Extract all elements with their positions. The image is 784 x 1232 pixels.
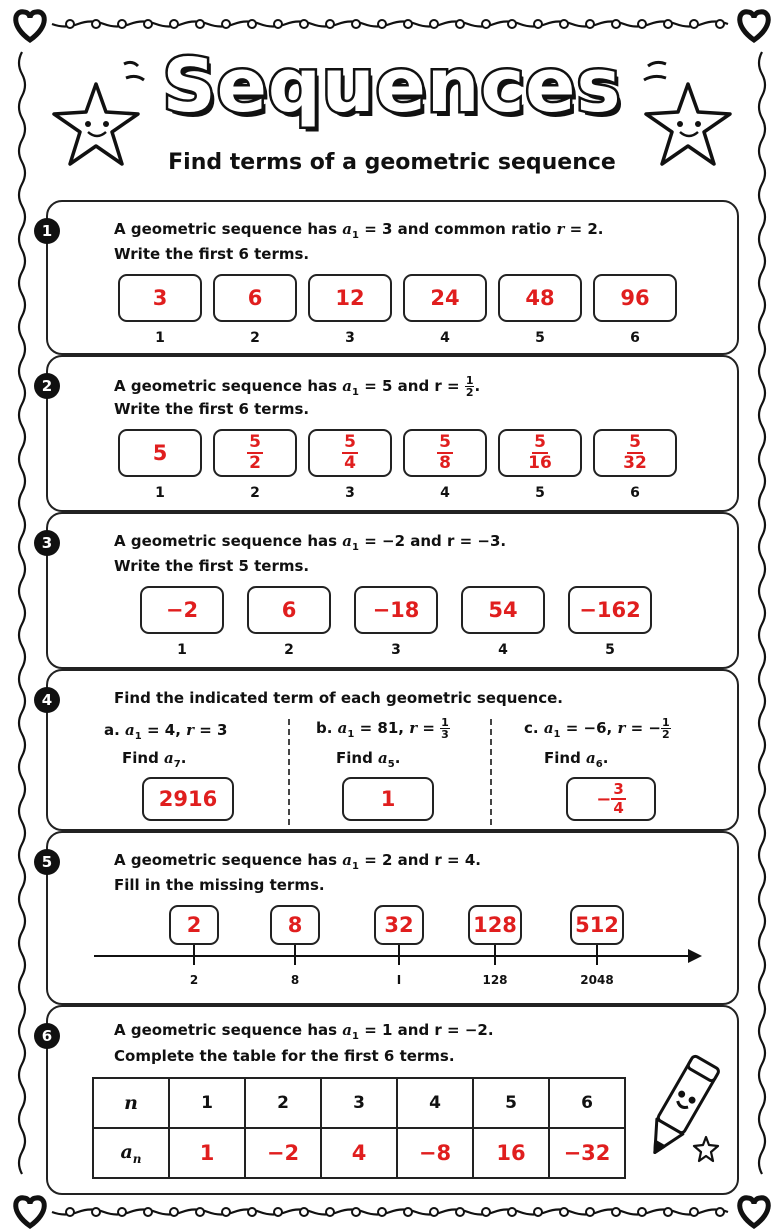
question-number: 4 bbox=[34, 687, 60, 713]
border-dot bbox=[612, 20, 620, 28]
term-box[interactable]: 12 bbox=[308, 274, 392, 322]
border-dot bbox=[430, 1208, 438, 1216]
row-header: $a_n$ bbox=[93, 1128, 169, 1178]
term-index: 2 bbox=[284, 642, 294, 658]
table-cell: 5 bbox=[473, 1078, 549, 1128]
term-box[interactable]: 6 bbox=[213, 274, 297, 322]
question-instruction: Write the first 6 terms. bbox=[114, 400, 310, 418]
border-dot bbox=[118, 20, 126, 28]
term-index: 2 bbox=[250, 485, 260, 501]
numerator: 5 bbox=[439, 432, 451, 452]
border-dot bbox=[430, 20, 438, 28]
question-3 bbox=[41, 512, 739, 669]
border-dot bbox=[248, 1208, 256, 1216]
tick-label: I bbox=[396, 973, 402, 987]
question-number: 3 bbox=[34, 530, 60, 556]
divider bbox=[288, 719, 290, 825]
tick-label: 8 bbox=[290, 973, 300, 987]
border-dot bbox=[144, 20, 152, 28]
term-box[interactable]: −18 bbox=[354, 586, 438, 634]
part-a: a. $a_1 = 4$, r = 3 bbox=[104, 721, 228, 742]
term-box[interactable]: −162 bbox=[568, 586, 652, 634]
border-dot bbox=[66, 1208, 74, 1216]
question-number: 5 bbox=[34, 849, 60, 875]
border-dot bbox=[352, 20, 360, 28]
page-subtitle: Find terms of a geometric sequence bbox=[168, 150, 616, 175]
table-cell: 2 bbox=[245, 1078, 321, 1128]
table-cell: 4 bbox=[397, 1078, 473, 1128]
answer-cell[interactable]: 4 bbox=[321, 1128, 397, 1178]
question-number: 1 bbox=[34, 218, 60, 244]
border-dot bbox=[378, 20, 386, 28]
term-box[interactable]: 3 bbox=[118, 274, 202, 322]
term-index: 4 bbox=[440, 330, 450, 346]
border-dot bbox=[300, 1208, 308, 1216]
denominator: 16 bbox=[528, 453, 552, 473]
border-dot bbox=[92, 1208, 100, 1216]
term-box[interactable]: 2 bbox=[169, 905, 219, 945]
term-index: 4 bbox=[498, 642, 508, 658]
term-box[interactable] bbox=[213, 429, 297, 477]
border-dot bbox=[92, 20, 100, 28]
border-dot bbox=[612, 1208, 620, 1216]
border-dot bbox=[482, 20, 490, 28]
answer-cell[interactable]: 16 bbox=[473, 1128, 549, 1178]
question-4 bbox=[41, 669, 739, 831]
question-text: A geometric sequence has $a_1 = 3$ and common ratio r = 2. bbox=[114, 220, 604, 241]
border-dot bbox=[196, 1208, 204, 1216]
term-box[interactable]: 24 bbox=[403, 274, 487, 322]
row-header: n bbox=[93, 1078, 169, 1128]
border-dot bbox=[560, 20, 568, 28]
heart-icon bbox=[16, 1198, 45, 1226]
term-box[interactable] bbox=[498, 429, 582, 477]
border-dot bbox=[118, 1208, 126, 1216]
term-index: 3 bbox=[391, 642, 401, 658]
denominator: 8 bbox=[439, 453, 451, 473]
term-index: 3 bbox=[345, 485, 355, 501]
term-index: 5 bbox=[605, 642, 615, 658]
border-dot bbox=[222, 1208, 230, 1216]
border-dot bbox=[716, 1208, 724, 1216]
title-banner bbox=[0, 36, 784, 146]
term-index: 5 bbox=[535, 330, 545, 346]
part-b-find: Find $a_5$. bbox=[336, 749, 401, 770]
border-dot bbox=[222, 20, 230, 28]
border-dot bbox=[274, 20, 282, 28]
small-star-icon bbox=[692, 1135, 720, 1163]
numerator: 5 bbox=[344, 432, 356, 452]
term-box[interactable] bbox=[308, 429, 392, 477]
border-dot bbox=[690, 1208, 698, 1216]
arrow-right-icon bbox=[688, 949, 702, 963]
numerator: 5 bbox=[629, 432, 641, 452]
border-dot bbox=[300, 20, 308, 28]
border-dot bbox=[586, 1208, 594, 1216]
table-row bbox=[93, 1078, 625, 1128]
sequence-table bbox=[92, 1077, 626, 1179]
border-dot bbox=[404, 20, 412, 28]
border-dot bbox=[508, 1208, 516, 1216]
term-box[interactable]: 6 bbox=[247, 586, 331, 634]
part-b: b. $a_1 = 81$, r = $\frac{1}{3}$ bbox=[316, 716, 449, 741]
term-box[interactable]: 54 bbox=[461, 586, 545, 634]
question-1 bbox=[41, 200, 739, 355]
tick-label: 2048 bbox=[580, 973, 614, 987]
part-a-find: Find $a_7$. bbox=[122, 749, 187, 770]
border-dot bbox=[248, 20, 256, 28]
fraction bbox=[528, 434, 552, 472]
term-index: 1 bbox=[155, 330, 165, 346]
question-text: A geometric sequence has $a_1 = 1$ and r = −2. bbox=[114, 1021, 494, 1042]
term-box[interactable]: 5 bbox=[118, 429, 202, 477]
table-cell: 1 bbox=[169, 1078, 245, 1128]
border-dot bbox=[508, 20, 516, 28]
tick-label: 2 bbox=[189, 973, 199, 987]
question-6 bbox=[41, 1005, 739, 1195]
term-box[interactable]: 48 bbox=[498, 274, 582, 322]
term-box[interactable]: 128 bbox=[468, 905, 522, 945]
answer-cell[interactable]: −8 bbox=[397, 1128, 473, 1178]
number-line-tick bbox=[596, 945, 598, 965]
question-instruction: Write the first 5 terms. bbox=[114, 557, 310, 575]
table-cell: 6 bbox=[549, 1078, 625, 1128]
divider bbox=[490, 719, 492, 825]
left-border-wave bbox=[19, 52, 25, 1174]
top-border-wave bbox=[52, 22, 728, 27]
term-index: 5 bbox=[535, 485, 545, 501]
term-index: 6 bbox=[630, 485, 640, 501]
answer-cell[interactable]: −32 bbox=[549, 1128, 625, 1178]
border-dot bbox=[716, 20, 724, 28]
border-dot bbox=[196, 20, 204, 28]
question-2 bbox=[41, 355, 739, 512]
term-box[interactable]: 8 bbox=[270, 905, 320, 945]
border-dot bbox=[638, 1208, 646, 1216]
term-index: 1 bbox=[155, 485, 165, 501]
question-text: A geometric sequence has $a_1 = 5$ and r = $\frac{1}{2}$ . bbox=[114, 374, 481, 399]
term-box[interactable]: −2 bbox=[140, 586, 224, 634]
answer-box[interactable]: 1 bbox=[342, 777, 434, 821]
heart-icon bbox=[740, 1198, 769, 1226]
border-dot bbox=[586, 20, 594, 28]
question-number: 6 bbox=[34, 1023, 60, 1049]
question-instruction: Fill in the missing terms. bbox=[114, 876, 325, 894]
question-text: A geometric sequence has $a_1 = -2$ and r = −3. bbox=[114, 532, 507, 553]
border-dot bbox=[326, 20, 334, 28]
fraction bbox=[247, 434, 263, 472]
table-cell: 3 bbox=[321, 1078, 397, 1128]
number-line-tick bbox=[398, 945, 400, 965]
border-dot bbox=[456, 1208, 464, 1216]
border-dot bbox=[170, 1208, 178, 1216]
border-dot bbox=[326, 1208, 334, 1216]
question-number: 2 bbox=[34, 373, 60, 399]
denominator: 2 bbox=[249, 453, 261, 473]
term-box[interactable] bbox=[403, 429, 487, 477]
question-text: A geometric sequence has $a_1 = 2$ and r = 4. bbox=[114, 851, 481, 872]
term-box[interactable]: 96 bbox=[593, 274, 677, 322]
term-index: 6 bbox=[630, 330, 640, 346]
border-dot bbox=[482, 1208, 490, 1216]
border-dot bbox=[352, 1208, 360, 1216]
denominator: 4 bbox=[344, 453, 356, 473]
number-line-tick bbox=[494, 945, 496, 965]
border-dot bbox=[638, 20, 646, 28]
term-box[interactable] bbox=[593, 429, 677, 477]
term-index: 2 bbox=[250, 330, 260, 346]
question-instruction: Write the first 6 terms. bbox=[114, 245, 310, 263]
border-dot bbox=[456, 20, 464, 28]
right-border-wave bbox=[759, 52, 765, 1174]
term-index: 1 bbox=[177, 642, 187, 658]
border-dot bbox=[66, 20, 74, 28]
number-line-tick bbox=[294, 945, 296, 965]
part-c: c. $a_1 = -6$, r = − $\frac{1}{2}$ bbox=[524, 716, 670, 741]
answer-cell[interactable]: 1 bbox=[169, 1128, 245, 1178]
tick-label: 128 bbox=[482, 973, 508, 987]
question-5 bbox=[41, 831, 739, 1005]
border-dot bbox=[534, 1208, 542, 1216]
term-index: 3 bbox=[345, 330, 355, 346]
question-instruction: Complete the table for the first 6 terms. bbox=[114, 1047, 455, 1065]
answer-cell[interactable]: −2 bbox=[245, 1128, 321, 1178]
numerator: 5 bbox=[534, 432, 546, 452]
border-dot bbox=[664, 20, 672, 28]
question-text: Find the indicated term of each geometric sequence. bbox=[114, 689, 563, 707]
part-c-find: Find $a_6$. bbox=[544, 749, 609, 770]
term-box[interactable]: 512 bbox=[570, 905, 624, 945]
border-dot bbox=[690, 20, 698, 28]
page-title: Sequences bbox=[162, 43, 622, 129]
bottom-border-wave bbox=[52, 1210, 728, 1215]
ratio-fraction: $\frac{1}{2}$ bbox=[465, 374, 474, 399]
fraction bbox=[437, 434, 453, 472]
answer-box[interactable]: 2916 bbox=[142, 777, 234, 821]
border-dot bbox=[534, 20, 542, 28]
border-dot bbox=[144, 1208, 152, 1216]
answer-box[interactable]: − $\frac{3}{4}$ bbox=[566, 777, 656, 821]
term-box[interactable]: 32 bbox=[374, 905, 424, 945]
border-dot bbox=[170, 20, 178, 28]
border-dot bbox=[560, 1208, 568, 1216]
term-index: 4 bbox=[440, 485, 450, 501]
table-row bbox=[93, 1128, 625, 1178]
number-line-tick bbox=[193, 945, 195, 965]
border-dot bbox=[274, 1208, 282, 1216]
denominator: 32 bbox=[623, 453, 647, 473]
numerator: 5 bbox=[249, 432, 261, 452]
border-dot bbox=[378, 1208, 386, 1216]
fraction bbox=[342, 434, 358, 472]
number-line bbox=[94, 955, 694, 957]
border-dot bbox=[664, 1208, 672, 1216]
border-dot bbox=[404, 1208, 412, 1216]
fraction bbox=[623, 434, 647, 472]
